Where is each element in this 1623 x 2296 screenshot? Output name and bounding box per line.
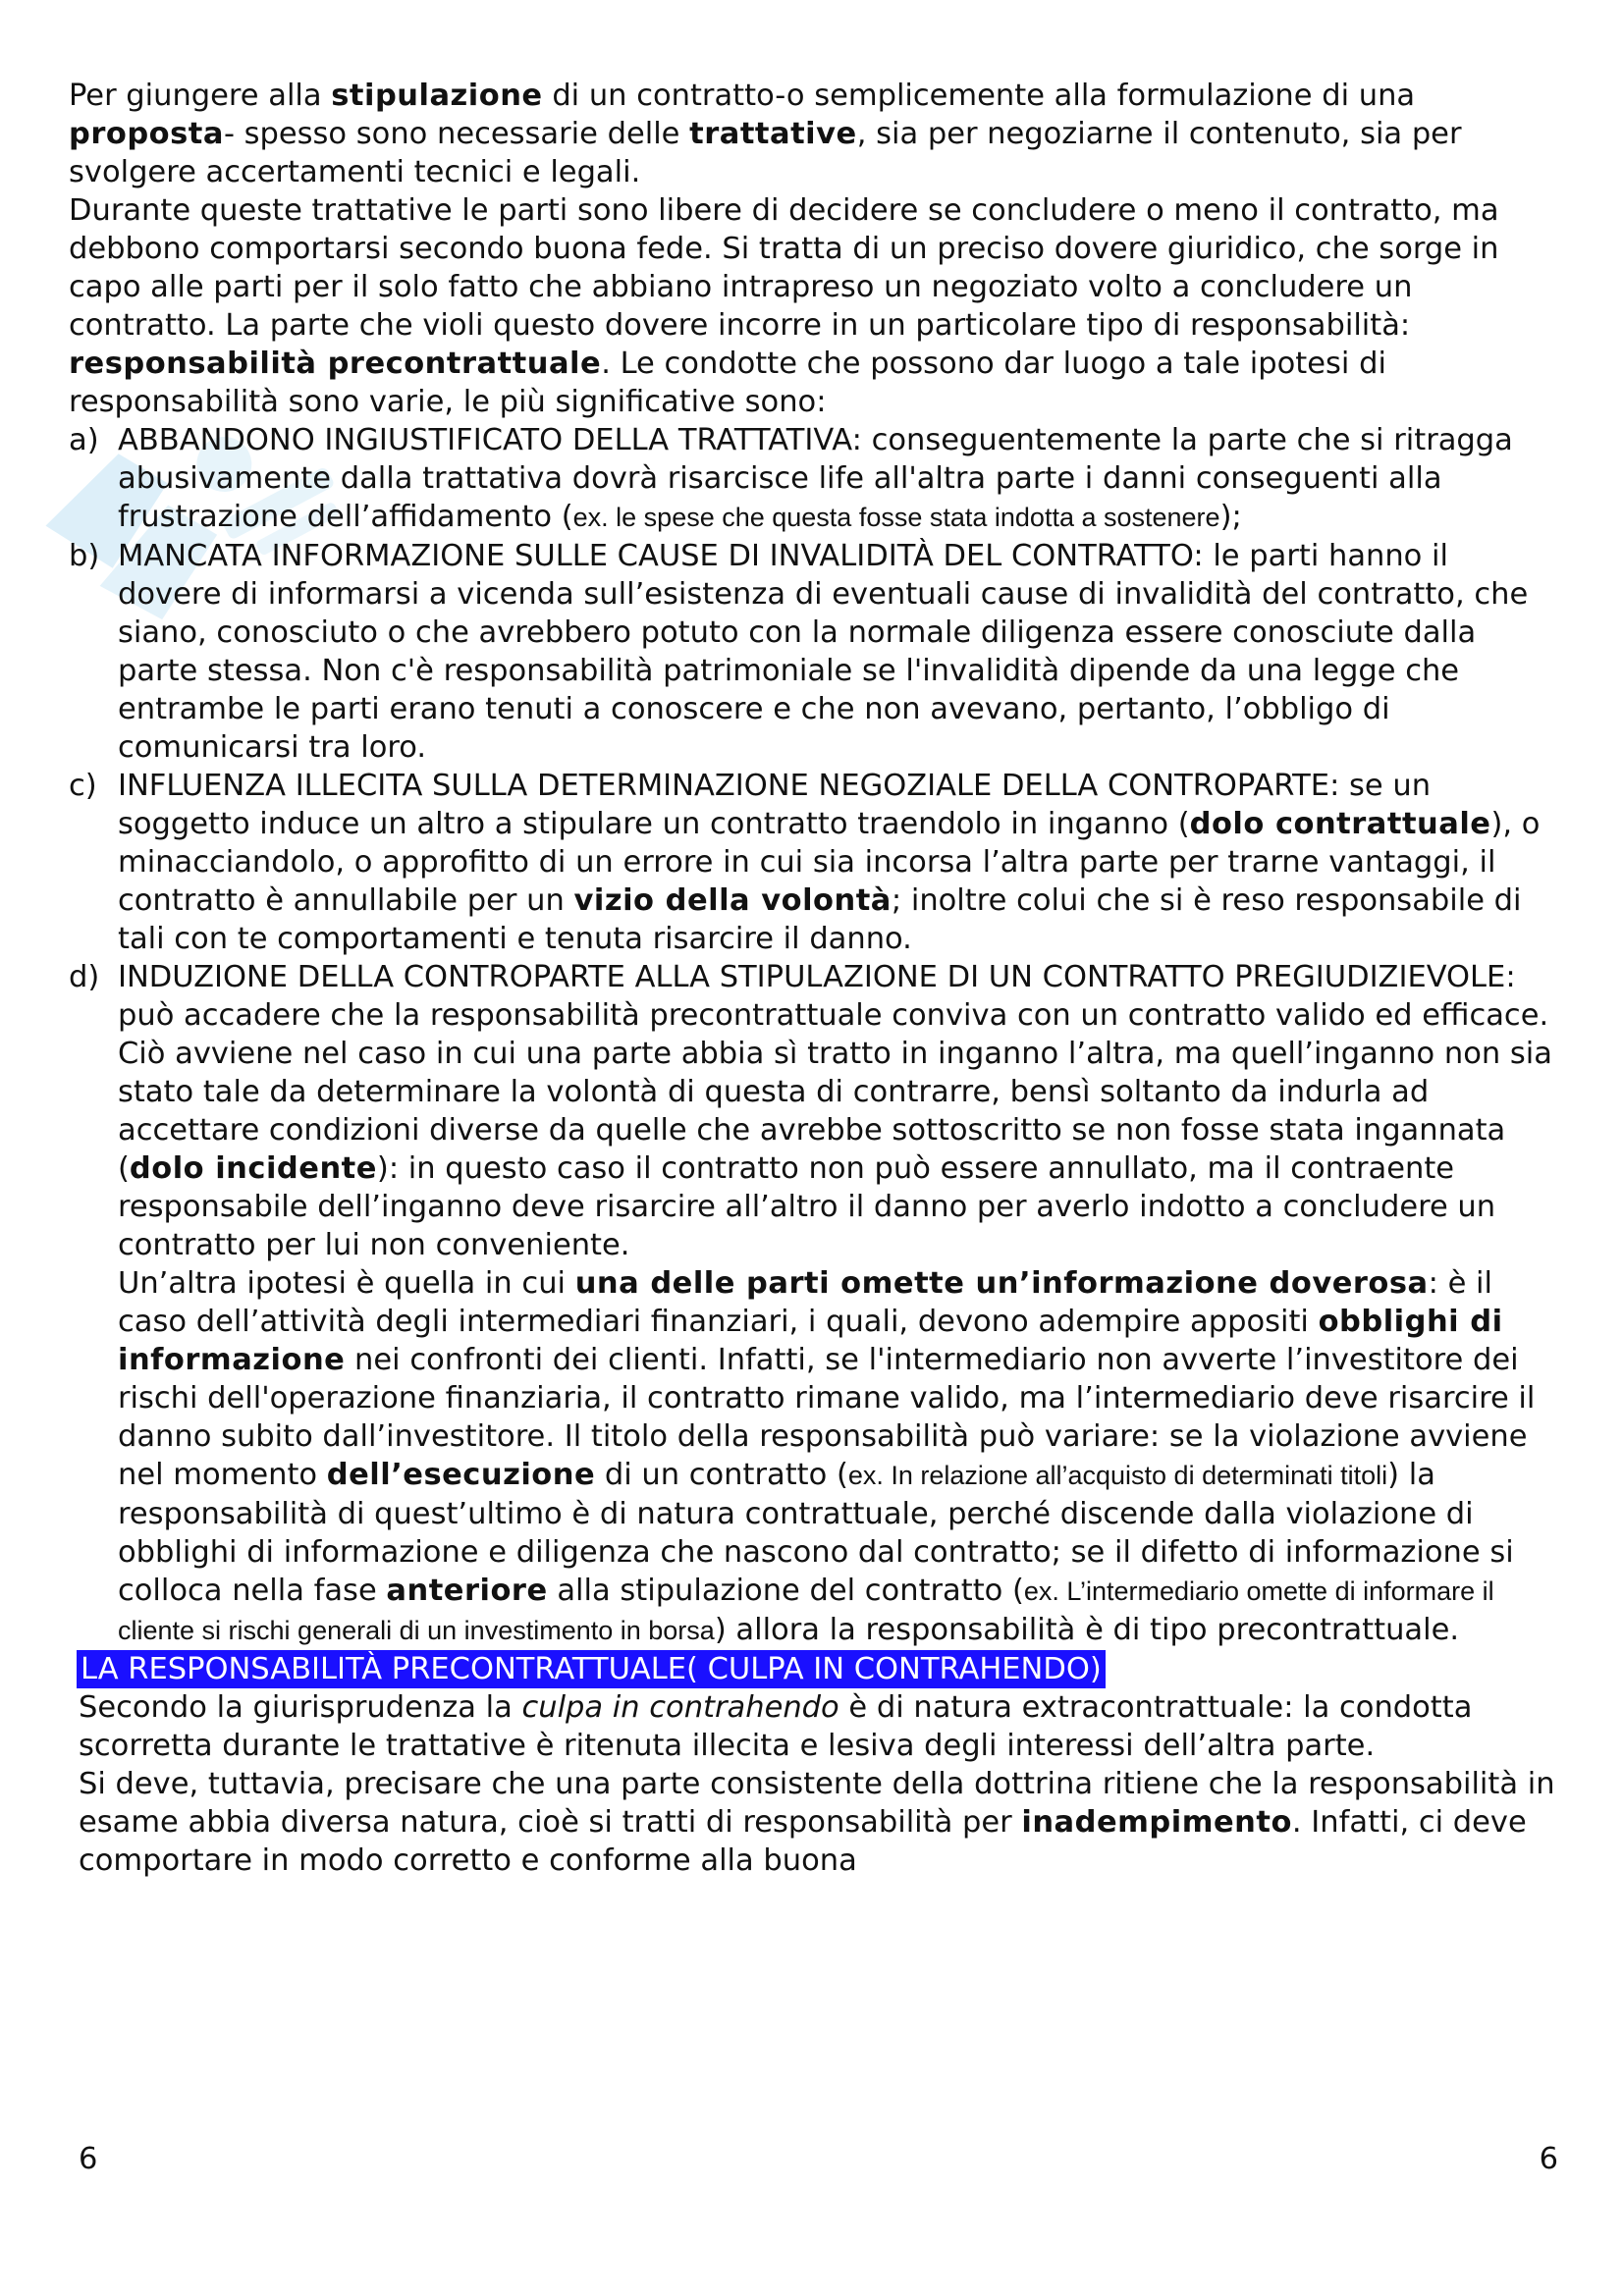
list-item-b: b) MANCATA INFORMAZIONE SULLE CAUSE DI INVALIDITÀ DEL CONTRATTO: le parti hanno il dovere di informarsi a vicenda sull’esistenza di eventuali cause di invalidità del contratto, che siano, conosciuto o che avrebbero potuto con la normale diligenza essere conosciute dalla parte stessa. Non c'è responsabilità patrimoniale se l'invalidità dipende da una legge che entrambe le parti erano tenuti a conoscere e che non avevano, pertanto, l’obbligo di comunicarsi tra loro.	[69, 539, 1529, 765]
list-marker: d)	[69, 960, 100, 994]
section-culpa-in-contrahendo	[69, 1650, 1561, 1880]
section-paragraph-1: Secondo la giurisprudenza la culpa in contrahendo è di natura extracontrattuale: la condotta scorretta durante le trattative è ritenuta illecita e lesiva degli interessi dell’altra parte.	[79, 1690, 1473, 1763]
page-number-right: 6	[1539, 2142, 1558, 2176]
list-item-d	[69, 958, 1561, 1650]
conduct-list	[69, 421, 1561, 1650]
list-item-a: a) ABBANDONO INGIUSTIFICATO DELLA TRATTATIVA: conseguentemente la parte che si ritragga abusivamente dalla trattativa dovrà risarcisce life all'altra parte i danni conseguenti alla frustrazione dell’affidamento (ex. le spese che questa fosse stata indotta a sostenere);	[69, 423, 1513, 534]
list-marker: b)	[69, 539, 100, 573]
page-number-left: 6	[79, 2142, 98, 2176]
list-marker: c)	[69, 769, 97, 803]
intro-paragraph-2: Durante queste trattative le parti sono libere di decidere se concludere o meno il contratto, ma debbono comportarsi secondo buona fede. Si tratta di un preciso dovere giuridico, che sorge in capo alle parti per il solo fatto che abbiano intrapreso un negoziato volto a concludere un contratto. La parte che violi questo dovere incorre in un particolare tipo di responsabilità: responsabilità precontrattuale. Le condotte che possono dar luogo a tale ipotesi di responsabilità sono varie, le più significative sono:	[69, 193, 1499, 419]
section-paragraph-2: Si deve, tuttavia, precisare che una parte consistente della dottrina ritiene che la responsabilità in esame abbia diversa natura, cioè si tratti di responsabilità per inadempimento. Infatti, ci deve comportare in modo corretto e conforme alla buona	[79, 1767, 1555, 1878]
list-item-d-paragraph-1: INDUZIONE DELLA CONTROPARTE ALLA STIPULAZIONE DI UN CONTRATTO PREGIUDIZIEVOLE: può accadere che la responsabilità precontrattuale conviva con un contratto valido ed efficace. Ciò avviene nel caso in cui una parte abbia sì tratto in inganno l’altra, ma quell’inganno non sia stato tale da determinare la volontà di questa di contrarre, bensì soltanto da indurla ad accettare condizioni diverse da quelle che avrebbe sottoscritto se non fosse stata ingannata (dolo incidente): in questo caso il contratto non può essere annullato, ma il contraente responsabile dell’inganno deve risarcire all’altro il danno per averlo indotto a concludere un contratto per lui non conveniente.	[118, 960, 1552, 1262]
list-item-c: c) INFLUENZA ILLECITA SULLA DETERMINAZIONE NEGOZIALE DELLA CONTROPARTE: se un soggetto induce un altro a stipulare un contratto traendolo in inganno (dolo contrattuale), o minacciandolo, o approfitto di un errore in cui sia incorsa l’altra parte per trarne vantaggi, il contratto è annullabile per un vizio della volontà; inoltre colui che si è reso responsabile di tali con te comportamenti e tenuta risarcire il danno.	[69, 769, 1541, 956]
list-item-d-paragraph-2: Un’altra ipotesi è quella in cui una delle parti omette un’informazione doverosa: è il caso dell’attività degli intermediari finanziari, i quali, devono adempire appositi obblighi di informazione nei confronti dei clienti. Infatti, se l'intermediario non avverte l’investitore dei rischi dell'operazione finanziaria, il contratto rimane valido, ma l’intermediario deve risarcire il danno subito dall’investitore. Il titolo della responsabilità può variare: se la violazione avviene nel momento dell’esecuzione di un contratto (ex. In relazione all’acquisto di determinati titoli) la responsabilità di quest’ultimo è di natura contrattuale, perché discende dalla violazione di obblighi di informazione e diligenza che nascono dal contratto; se il difetto di informazione si colloca nella fase anteriore alla stipulazione del contratto (ex. L’intermediario omette di informare il cliente si rischi generali di un investimento in borsa) allora la responsabilità è di tipo precontrattuale.	[118, 1266, 1536, 1647]
document-body	[69, 77, 1561, 1880]
section-heading: LA RESPONSABILITÀ PRECONTRATTUALE( CULPA IN CONTRAHENDO)	[77, 1650, 1106, 1688]
intro-paragraph-1: Per giungere alla stipulazione di un contratto-o semplicemente alla formulazione di una proposta- spesso sono necessarie delle trattative, sia per negoziarne il contenuto, sia per svolgere accertamenti tecnici e legali.	[69, 79, 1462, 189]
list-marker: a)	[69, 423, 99, 457]
